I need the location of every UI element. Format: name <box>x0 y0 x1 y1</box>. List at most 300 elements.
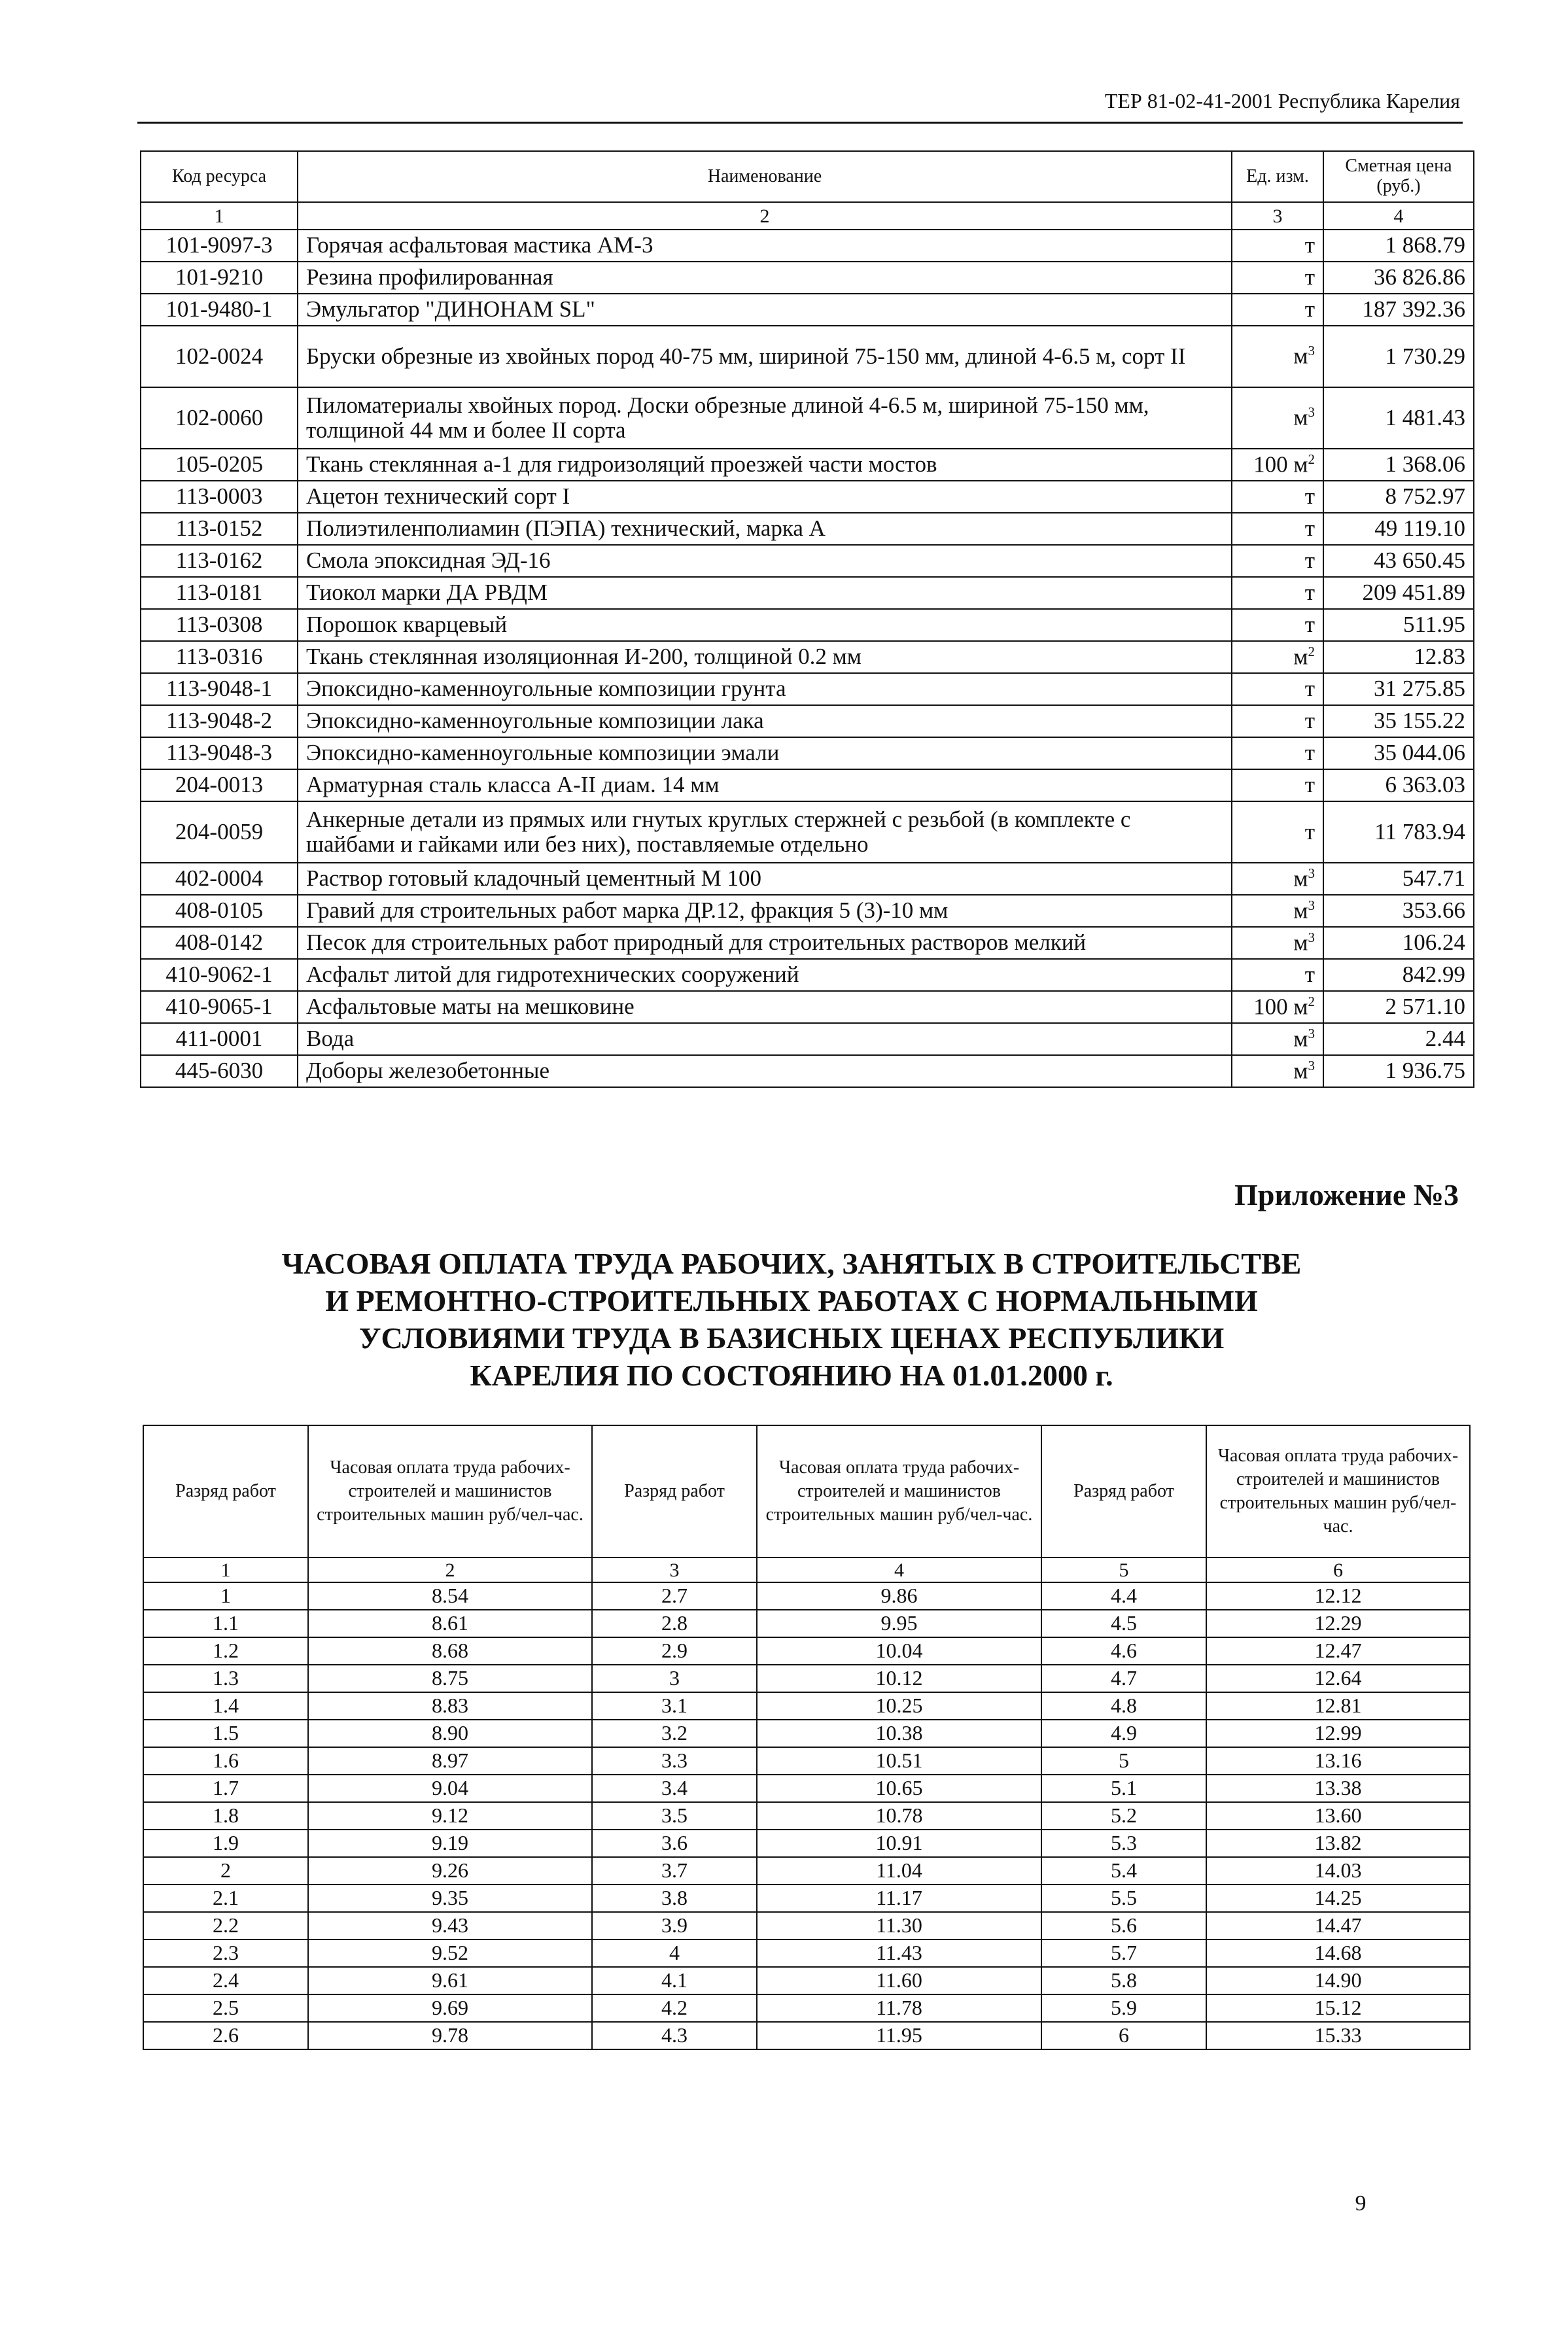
work-grade-cell: 4.9 <box>1041 1720 1206 1747</box>
resource-code: 113-9048-3 <box>141 737 298 769</box>
unit-exponent: 3 <box>1308 1057 1315 1073</box>
resource-price: 6 363.03 <box>1323 769 1474 801</box>
resource-unit <box>1232 481 1323 513</box>
work-grade-cell: 4.8 <box>1041 1692 1206 1720</box>
resource-code: 411-0001 <box>141 1023 298 1055</box>
work-grade-cell: 2.7 <box>592 1582 757 1610</box>
resource-name: Анкерные детали из прямых или гнутых круглых стержней с резьбой (в комплекте с шайбами и гайками или без них), поставляемые отдельно <box>298 801 1232 863</box>
work-grade-cell: 1.1 <box>143 1610 308 1637</box>
resource-unit <box>1232 1023 1323 1055</box>
hourly-wage-cell: 9.95 <box>757 1610 1041 1637</box>
resources-table-body <box>141 230 1474 1087</box>
work-grade-cell: 4 <box>592 1939 757 1967</box>
resource-code: 105-0205 <box>141 449 298 481</box>
hourly-wage-cell: 10.91 <box>757 1830 1041 1857</box>
work-grade-cell: 4.2 <box>592 1994 757 2022</box>
header-work-grade: Разряд работ <box>1041 1425 1206 1557</box>
column-number: 4 <box>1323 202 1474 230</box>
table-row <box>141 769 1474 801</box>
hourly-wage-cell: 12.81 <box>1206 1692 1470 1720</box>
resource-name: Доборы железобетонные <box>298 1055 1232 1087</box>
resource-code: 113-0308 <box>141 609 298 641</box>
unit-base: т <box>1304 818 1315 844</box>
unit-exponent: 2 <box>1308 643 1315 659</box>
work-grade-cell: 1.4 <box>143 1692 308 1720</box>
work-grade-cell: 3.2 <box>592 1720 757 1747</box>
hourly-wage-cell: 13.16 <box>1206 1747 1470 1775</box>
resource-name: Эмульгатор "ДИНОНАМ SL" <box>298 294 1232 326</box>
header-resource-code: Код ресурса <box>141 151 298 202</box>
table-row <box>141 863 1474 895</box>
resource-name: Эпоксидно-каменноугольные композиции эмали <box>298 737 1232 769</box>
table-row <box>143 1747 1470 1775</box>
resource-price: 187 392.36 <box>1323 294 1474 326</box>
hourly-wage-cell: 11.30 <box>757 1912 1041 1939</box>
hourly-wage-cell: 14.25 <box>1206 1885 1470 1912</box>
resource-unit <box>1232 927 1323 959</box>
hourly-wage-cell: 9.69 <box>308 1994 592 2022</box>
resource-price: 353.66 <box>1323 895 1474 927</box>
resource-unit <box>1232 545 1323 577</box>
unit-base: т <box>1304 772 1315 798</box>
resource-price: 1 730.29 <box>1323 326 1474 387</box>
work-grade-cell: 5.6 <box>1041 1912 1206 1939</box>
work-grade-cell: 5.1 <box>1041 1775 1206 1802</box>
table-row <box>143 1939 1470 1967</box>
header-hourly-wage: Часовая оплата труда рабочих-строителей и машинистов строительных машин руб/чел-час. <box>1206 1425 1470 1557</box>
table-row <box>143 2022 1470 2049</box>
table-row <box>141 230 1474 262</box>
hourly-wage-cell: 9.78 <box>308 2022 592 2049</box>
resource-name: Порошок кварцевый <box>298 609 1232 641</box>
work-grade-cell: 5 <box>1041 1747 1206 1775</box>
table-row <box>143 1857 1470 1885</box>
resource-unit <box>1232 230 1323 262</box>
resource-unit <box>1232 326 1323 387</box>
unit-base: м <box>1293 1058 1308 1084</box>
hourly-wage-cell: 8.90 <box>308 1720 592 1747</box>
unit-base: т <box>1304 232 1315 258</box>
work-grade-cell: 5.9 <box>1041 1994 1206 2022</box>
work-grade-cell: 5.4 <box>1041 1857 1206 1885</box>
resource-name: Эпоксидно-каменноугольные композиции лака <box>298 705 1232 737</box>
resource-name: Асфальтовые маты на мешковине <box>298 991 1232 1023</box>
work-grade-cell: 3.6 <box>592 1830 757 1857</box>
column-number: 6 <box>1206 1557 1470 1582</box>
work-grade-cell: 5.7 <box>1041 1939 1206 1967</box>
column-number: 2 <box>308 1557 592 1582</box>
unit-exponent: 3 <box>1308 343 1315 359</box>
page-number: 9 <box>1355 2191 1367 2216</box>
unit-base: т <box>1304 580 1315 606</box>
unit-base: т <box>1304 264 1315 290</box>
resource-name: Ткань стеклянная изоляционная И-200, толщиной 0.2 мм <box>298 641 1232 673</box>
work-grade-cell: 3 <box>592 1665 757 1692</box>
resource-unit <box>1232 863 1323 895</box>
hourly-wage-cell: 13.82 <box>1206 1830 1470 1857</box>
resource-price: 2.44 <box>1323 1023 1474 1055</box>
resource-name: Эпоксидно-каменноугольные композиции грунта <box>298 673 1232 705</box>
resource-unit <box>1232 673 1323 705</box>
table-row <box>141 927 1474 959</box>
hourly-wage-cell: 10.65 <box>757 1775 1041 1802</box>
resource-unit <box>1232 294 1323 326</box>
work-grade-cell: 5.2 <box>1041 1802 1206 1830</box>
table-row <box>141 895 1474 927</box>
resource-price: 1 936.75 <box>1323 1055 1474 1087</box>
header-divider <box>137 122 1463 124</box>
hourly-wage-cell: 10.04 <box>757 1637 1041 1665</box>
unit-exponent: 2 <box>1308 451 1315 467</box>
resource-price: 12.83 <box>1323 641 1474 673</box>
table-row <box>141 545 1474 577</box>
work-grade-cell: 2.6 <box>143 2022 308 2049</box>
resource-price: 11 783.94 <box>1323 801 1474 863</box>
table-row <box>141 673 1474 705</box>
work-grade-cell: 2.4 <box>143 1967 308 1994</box>
unit-base: т <box>1304 483 1315 510</box>
hourly-wage-cell: 14.03 <box>1206 1857 1470 1885</box>
table-row <box>141 959 1474 991</box>
resource-code: 113-0181 <box>141 577 298 609</box>
unit-base: м <box>1293 405 1308 431</box>
hourly-wage-cell: 14.90 <box>1206 1967 1470 1994</box>
hourly-wage-cell: 14.68 <box>1206 1939 1470 1967</box>
hourly-wage-cell: 13.38 <box>1206 1775 1470 1802</box>
table-row <box>141 326 1474 387</box>
work-grade-cell: 3.3 <box>592 1747 757 1775</box>
hourly-wage-cell: 8.97 <box>308 1747 592 1775</box>
resource-code: 113-0152 <box>141 513 298 545</box>
hourly-wage-cell: 9.86 <box>757 1582 1041 1610</box>
hourly-wage-cell: 11.78 <box>757 1994 1041 2022</box>
hourly-wage-cell: 10.38 <box>757 1720 1041 1747</box>
unit-base: м <box>1293 865 1308 892</box>
table-row <box>141 1055 1474 1087</box>
unit-base: т <box>1304 676 1315 702</box>
work-grade-cell: 1.7 <box>143 1775 308 1802</box>
unit-base: м <box>1293 343 1308 370</box>
column-number: 3 <box>1232 202 1323 230</box>
unit-base: т <box>1304 708 1315 734</box>
table-row <box>141 387 1474 449</box>
work-grade-cell: 2.5 <box>143 1994 308 2022</box>
header-work-grade: Разряд работ <box>143 1425 308 1557</box>
hourly-wage-cell: 9.26 <box>308 1857 592 1885</box>
column-number: 3 <box>592 1557 757 1582</box>
resource-code: 408-0142 <box>141 927 298 959</box>
resource-unit <box>1232 1055 1323 1087</box>
work-grade-cell: 4.7 <box>1041 1665 1206 1692</box>
resource-unit <box>1232 609 1323 641</box>
work-grade-cell: 3.1 <box>592 1692 757 1720</box>
work-grade-cell: 5.3 <box>1041 1830 1206 1857</box>
resource-name: Гравий для строительных работ марка ДР.12, фракция 5 (3)-10 мм <box>298 895 1232 927</box>
unit-base: т <box>1304 740 1315 766</box>
resource-code: 113-0162 <box>141 545 298 577</box>
column-number: 4 <box>757 1557 1041 1582</box>
hourly-wage-cell: 10.25 <box>757 1692 1041 1720</box>
work-grade-cell: 2.1 <box>143 1885 308 1912</box>
work-grade-cell: 2 <box>143 1857 308 1885</box>
resource-price: 49 119.10 <box>1323 513 1474 545</box>
resource-name: Асфальт литой для гидротехнических сооружений <box>298 959 1232 991</box>
header-price: Сметная цена (руб.) <box>1323 151 1474 202</box>
table-row <box>143 1610 1470 1637</box>
hourly-wage-cell: 11.43 <box>757 1939 1041 1967</box>
resource-name: Пиломатериалы хвойных пород. Доски обрезные длиной 4-6.5 м, шириной 75-150 мм, толщиной 44 мм и более II сорта <box>298 387 1232 449</box>
table-row <box>143 1720 1470 1747</box>
table-row <box>141 513 1474 545</box>
table-row <box>141 449 1474 481</box>
resource-code: 101-9097-3 <box>141 230 298 262</box>
resource-unit <box>1232 737 1323 769</box>
unit-exponent: 3 <box>1308 897 1315 913</box>
work-grade-cell: 4.6 <box>1041 1637 1206 1665</box>
resource-unit <box>1232 705 1323 737</box>
resource-price: 1 481.43 <box>1323 387 1474 449</box>
table-row <box>141 1023 1474 1055</box>
work-grade-cell: 3.4 <box>592 1775 757 1802</box>
hourly-wage-cell: 13.60 <box>1206 1802 1470 1830</box>
unit-base: 100 м <box>1253 994 1308 1020</box>
hourly-wage-cell: 14.47 <box>1206 1912 1470 1939</box>
resource-name: Арматурная сталь класса А-II диам. 14 мм <box>298 769 1232 801</box>
resource-price: 36 826.86 <box>1323 262 1474 294</box>
hourly-wage-cell: 11.17 <box>757 1885 1041 1912</box>
hourly-wage-cell: 10.12 <box>757 1665 1041 1692</box>
hourly-wage-cell: 11.04 <box>757 1857 1041 1885</box>
work-grade-cell: 4.1 <box>592 1967 757 1994</box>
wage-table-body <box>143 1582 1470 2049</box>
work-grade-cell: 2.8 <box>592 1610 757 1637</box>
table-row <box>141 481 1474 513</box>
resource-code: 101-9480-1 <box>141 294 298 326</box>
resource-name: Вода <box>298 1023 1232 1055</box>
resource-unit <box>1232 513 1323 545</box>
column-number: 1 <box>143 1557 308 1582</box>
work-grade-cell: 3.5 <box>592 1802 757 1830</box>
unit-exponent: 3 <box>1308 1025 1315 1041</box>
document-reference: ТЕР 81-02-41-2001 Республика Карелия <box>1104 89 1460 113</box>
table-row <box>143 1775 1470 1802</box>
resource-unit <box>1232 769 1323 801</box>
hourly-wage-cell: 8.54 <box>308 1582 592 1610</box>
unit-base: т <box>1304 515 1315 542</box>
hourly-wage-cell: 8.75 <box>308 1665 592 1692</box>
unit-base: т <box>1304 612 1315 638</box>
hourly-wage-cell: 11.60 <box>757 1967 1041 1994</box>
hourly-wage-cell: 9.35 <box>308 1885 592 1912</box>
unit-base: м <box>1293 930 1308 956</box>
resource-price: 209 451.89 <box>1323 577 1474 609</box>
hourly-wage-cell: 8.83 <box>308 1692 592 1720</box>
unit-exponent: 2 <box>1308 993 1315 1009</box>
header-name: Наименование <box>298 151 1232 202</box>
resource-code: 113-9048-1 <box>141 673 298 705</box>
table-row <box>143 1582 1470 1610</box>
resource-price: 1 868.79 <box>1323 230 1474 262</box>
resource-name: Горячая асфальтовая мастика АМ-3 <box>298 230 1232 262</box>
column-number: 1 <box>141 202 298 230</box>
hourly-wage-cell: 12.47 <box>1206 1637 1470 1665</box>
resource-name: Раствор готовый кладочный цементный М 100 <box>298 863 1232 895</box>
hourly-wage-cell: 10.51 <box>757 1747 1041 1775</box>
hourly-wage-table <box>143 1425 1471 2050</box>
appendix-title: ЧАСОВАЯ ОПЛАТА ТРУДА РАБОЧИХ, ЗАНЯТЫХ В СТРОИТЕЛЬСТВЕ И РЕМОНТНО-СТРОИТЕЛЬНЫХ РАБОТАХ С НОРМАЛЬНЫМИ УСЛОВИЯМИ ТРУДА В БАЗИСНЫХ ЦЕНАХ РЕСПУБЛИКИ КАРЕЛИЯ ПО СОСТОЯНИЮ НА 01.01.2000 г. <box>281 1247 1302 1393</box>
resource-price: 35 044.06 <box>1323 737 1474 769</box>
resource-code: 402-0004 <box>141 863 298 895</box>
unit-base: т <box>1304 548 1315 574</box>
table-row <box>143 1692 1470 1720</box>
work-grade-cell: 3.9 <box>592 1912 757 1939</box>
hourly-wage-cell: 9.12 <box>308 1802 592 1830</box>
work-grade-cell: 1.6 <box>143 1747 308 1775</box>
table-row <box>143 1912 1470 1939</box>
table-row <box>141 801 1474 863</box>
resource-name: Ткань стеклянная а-1 для гидроизоляций проезжей части мостов <box>298 449 1232 481</box>
resource-code: 113-9048-2 <box>141 705 298 737</box>
hourly-wage-cell: 9.43 <box>308 1912 592 1939</box>
hourly-wage-cell: 12.12 <box>1206 1582 1470 1610</box>
table-row <box>141 262 1474 294</box>
resource-name: Резина профилированная <box>298 262 1232 294</box>
table-row <box>141 641 1474 673</box>
resource-price: 1 368.06 <box>1323 449 1474 481</box>
resource-price: 35 155.22 <box>1323 705 1474 737</box>
resource-name: Ацетон технический сорт I <box>298 481 1232 513</box>
table-row <box>143 1830 1470 1857</box>
unit-base: т <box>1304 296 1315 322</box>
hourly-wage-cell: 12.64 <box>1206 1665 1470 1692</box>
resource-code: 445-6030 <box>141 1055 298 1087</box>
work-grade-cell: 1 <box>143 1582 308 1610</box>
hourly-wage-cell: 9.52 <box>308 1939 592 1967</box>
table-row <box>141 991 1474 1023</box>
resource-code: 204-0013 <box>141 769 298 801</box>
table-row <box>141 737 1474 769</box>
header-hourly-wage: Часовая оплата труда рабочих-строителей и машинистов строительных машин руб/чел-час. <box>757 1425 1041 1557</box>
work-grade-cell: 2.3 <box>143 1939 308 1967</box>
appendix-label: Приложение №3 <box>1234 1178 1459 1211</box>
unit-base: т <box>1304 962 1315 988</box>
hourly-wage-cell: 12.99 <box>1206 1720 1470 1747</box>
resource-name: Смола эпоксидная ЭД-16 <box>298 545 1232 577</box>
resource-name: Тиокол марки ДА РВДМ <box>298 577 1232 609</box>
column-number: 2 <box>298 202 1232 230</box>
work-grade-cell: 5.5 <box>1041 1885 1206 1912</box>
work-grade-cell: 2.9 <box>592 1637 757 1665</box>
table-row <box>143 1967 1470 1994</box>
resource-unit <box>1232 991 1323 1023</box>
resource-unit <box>1232 387 1323 449</box>
table-row <box>141 609 1474 641</box>
unit-base: м <box>1293 897 1308 924</box>
resource-price: 511.95 <box>1323 609 1474 641</box>
resource-name: Бруски обрезные из хвойных пород 40-75 мм, шириной 75-150 мм, длиной 4-6.5 м, сорт II <box>298 326 1232 387</box>
resource-name: Полиэтиленполиамин (ПЭПА) технический, марка А <box>298 513 1232 545</box>
table-row <box>143 1637 1470 1665</box>
hourly-wage-cell: 10.78 <box>757 1802 1041 1830</box>
hourly-wage-cell: 15.12 <box>1206 1994 1470 2022</box>
work-grade-cell: 6 <box>1041 2022 1206 2049</box>
resource-price: 842.99 <box>1323 959 1474 991</box>
work-grade-cell: 4.3 <box>592 2022 757 2049</box>
work-grade-cell: 1.5 <box>143 1720 308 1747</box>
table-row <box>141 294 1474 326</box>
resource-unit <box>1232 262 1323 294</box>
work-grade-cell: 1.3 <box>143 1665 308 1692</box>
table-row <box>143 1802 1470 1830</box>
table-row <box>141 705 1474 737</box>
header-hourly-wage: Часовая оплата труда рабочих-строителей и машинистов строительных машин руб/чел-час. <box>308 1425 592 1557</box>
work-grade-cell: 3.7 <box>592 1857 757 1885</box>
unit-base: 100 м <box>1253 451 1308 478</box>
resource-unit <box>1232 577 1323 609</box>
table-row <box>143 1994 1470 2022</box>
work-grade-cell: 1.9 <box>143 1830 308 1857</box>
work-grade-cell: 1.2 <box>143 1637 308 1665</box>
resource-price: 31 275.85 <box>1323 673 1474 705</box>
column-number: 5 <box>1041 1557 1206 1582</box>
resource-unit <box>1232 801 1323 863</box>
resource-unit <box>1232 895 1323 927</box>
header-unit: Ед. изм. <box>1232 151 1323 202</box>
hourly-wage-cell: 12.29 <box>1206 1610 1470 1637</box>
hourly-wage-cell: 9.04 <box>308 1775 592 1802</box>
resource-code: 410-9065-1 <box>141 991 298 1023</box>
resource-name: Песок для строительных работ природный для строительных растворов мелкий <box>298 927 1232 959</box>
resource-price: 43 650.45 <box>1323 545 1474 577</box>
table-row <box>143 1885 1470 1912</box>
hourly-wage-cell: 9.19 <box>308 1830 592 1857</box>
table-row <box>141 577 1474 609</box>
work-grade-cell: 4.5 <box>1041 1610 1206 1637</box>
resource-price: 547.71 <box>1323 863 1474 895</box>
hourly-wage-cell: 8.61 <box>308 1610 592 1637</box>
header-work-grade: Разряд работ <box>592 1425 757 1557</box>
resource-code: 102-0024 <box>141 326 298 387</box>
hourly-wage-cell: 8.68 <box>308 1637 592 1665</box>
resource-code: 410-9062-1 <box>141 959 298 991</box>
work-grade-cell: 3.8 <box>592 1885 757 1912</box>
work-grade-cell: 5.8 <box>1041 1967 1206 1994</box>
work-grade-cell: 4.4 <box>1041 1582 1206 1610</box>
table-row <box>143 1665 1470 1692</box>
resource-price: 106.24 <box>1323 927 1474 959</box>
hourly-wage-cell: 15.33 <box>1206 2022 1470 2049</box>
resource-unit <box>1232 959 1323 991</box>
resource-code: 102-0060 <box>141 387 298 449</box>
resource-code: 204-0059 <box>141 801 298 863</box>
work-grade-cell: 2.2 <box>143 1912 308 1939</box>
resource-price: 8 752.97 <box>1323 481 1474 513</box>
hourly-wage-cell: 9.61 <box>308 1967 592 1994</box>
unit-exponent: 3 <box>1308 865 1315 881</box>
unit-base: м <box>1293 644 1308 670</box>
resource-price: 2 571.10 <box>1323 991 1474 1023</box>
resource-code: 101-9210 <box>141 262 298 294</box>
unit-exponent: 3 <box>1308 404 1315 421</box>
resource-code: 113-0316 <box>141 641 298 673</box>
resource-unit <box>1232 449 1323 481</box>
resource-code: 408-0105 <box>141 895 298 927</box>
unit-exponent: 3 <box>1308 929 1315 945</box>
unit-base: м <box>1293 1026 1308 1052</box>
resource-unit <box>1232 641 1323 673</box>
work-grade-cell: 1.8 <box>143 1802 308 1830</box>
hourly-wage-cell: 11.95 <box>757 2022 1041 2049</box>
